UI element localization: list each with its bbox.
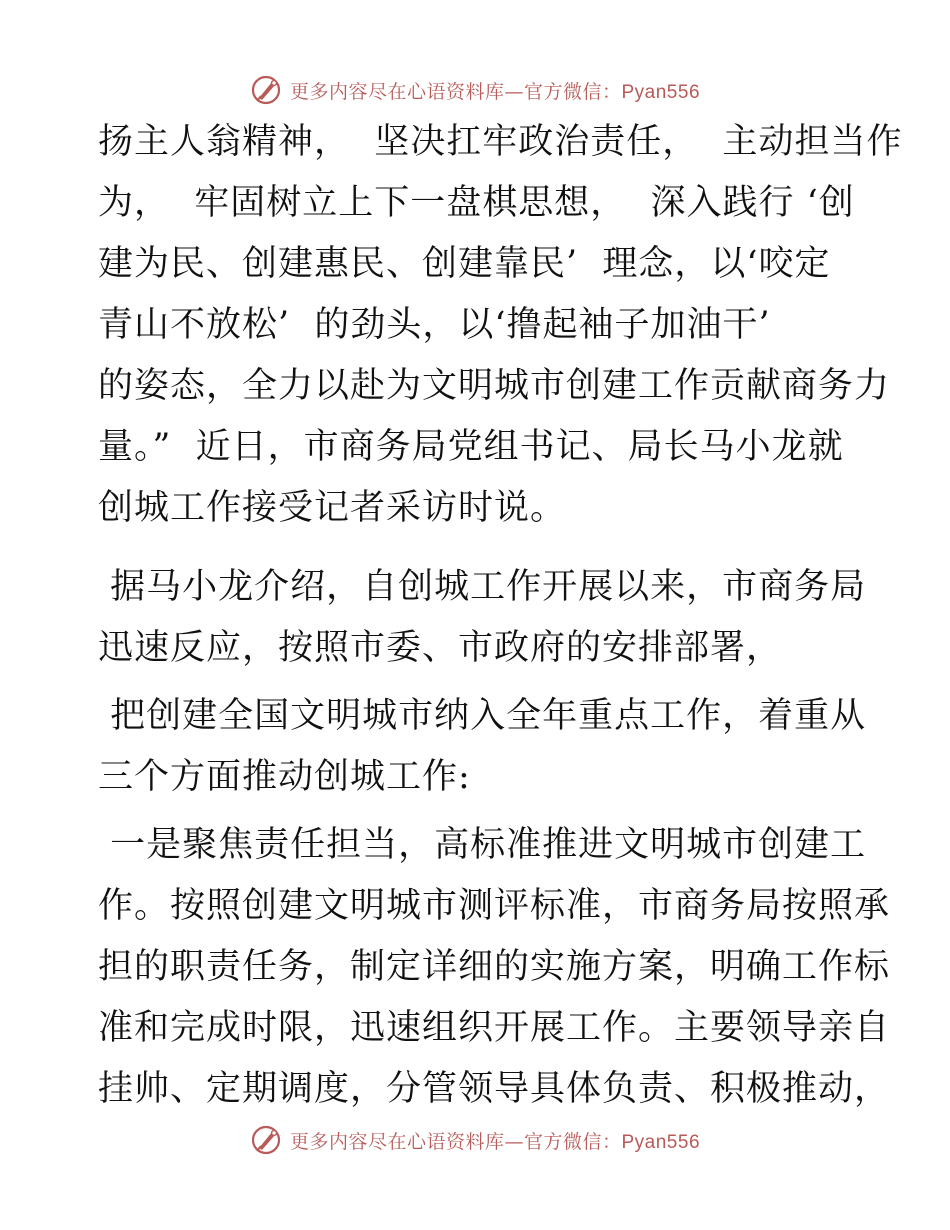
text-line: 为， 牢固树立上下一盘棋思想， 深入践行 ‘创 — [98, 183, 855, 223]
footer-watermark — [0, 1120, 950, 1160]
watermark-text — [290, 1127, 700, 1154]
text-line: 一是聚焦责任担当，高标准推进文明城市创建工 — [98, 825, 867, 865]
text-line: 把创建全国文明城市纳入全年重点工作，着重从 — [98, 696, 867, 736]
text-line: 量。” 近日，市商务局党组书记、局长马小龙就 — [98, 427, 844, 467]
watermark-main-text: 更多内容尽在心语资料库—官方微信： — [289, 1130, 622, 1153]
text-line: 挂帅、定期调度，分管领导具体负责、积极推动， — [98, 1069, 891, 1109]
text-line: 青山不放松’ 的劲头，以‘撸起袖子加油干’ — [98, 305, 771, 345]
text-line: 准和完成时限，迅速组织开展工作。主要领导亲自 — [98, 1008, 891, 1048]
watermark-group — [250, 1123, 700, 1157]
quill-pen-icon — [250, 73, 284, 107]
watermark-wechat-id: Pyan556 — [621, 81, 701, 103]
watermark-group — [250, 73, 700, 107]
text-line: 创城工作接受记者采访时说。 — [98, 488, 567, 528]
text-line: 三个方面推动创城工作: — [98, 757, 471, 797]
watermark-text — [290, 77, 700, 104]
quill-pen-icon — [250, 1123, 284, 1157]
text-line: 的姿态，全力以赴为文明城市创建工作贡献商务力 — [98, 366, 891, 406]
text-line: 作。按照创建文明城市测评标准，市商务局按照承 — [98, 886, 891, 926]
text-line: 担的职责任务，制定详细的实施方案，明确工作标 — [98, 947, 891, 987]
text-line: 据马小龙介绍，自创城工作开展以来，市商务局 — [98, 567, 867, 607]
text-line: 建为民、创建惠民、创建靠民’ 理念，以‘咬定 — [98, 244, 831, 284]
header-watermark — [0, 70, 950, 110]
text-line: 扬主人翁精神， 坚决扛牢政治责任， 主动担当作 — [98, 122, 903, 162]
watermark-wechat-id: Pyan556 — [621, 1131, 701, 1153]
text-line: 迅速反应，按照市委、市政府的安排部署， — [98, 628, 783, 668]
watermark-main-text: 更多内容尽在心语资料库—官方微信： — [289, 80, 622, 103]
